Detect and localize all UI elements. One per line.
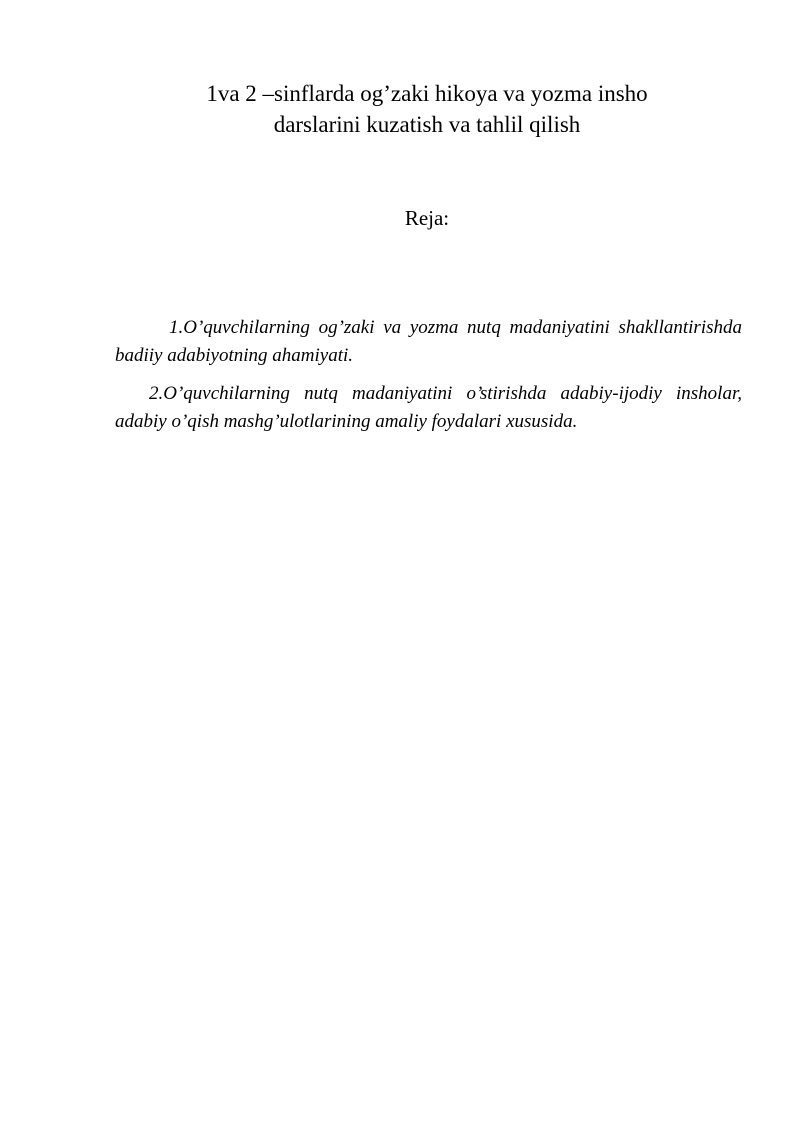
plan-item-2: 2.O’quvchilarning nutq madaniyatini o’stirishda adabiy-ijodiy insholar, adabiy o’qish mashg’ulotlarining amaliy foydalari xususida. [115, 383, 742, 432]
plan-heading: Reja: [404, 206, 450, 230]
plan-item-1: 1.O’quvchilarning og’zaki va yozma nutq madaniyatini shakllantirishda badiiy adabiyotning ahamiyati. [115, 317, 742, 366]
plan-list [115, 314, 742, 436]
document-title [110, 78, 744, 140]
title-line-1: 1va 2 –sinflarda og’zaki hikoya va yozma insho [206, 81, 648, 106]
title-line-2: darslarini kuzatish va tahlil qilish [273, 112, 581, 137]
